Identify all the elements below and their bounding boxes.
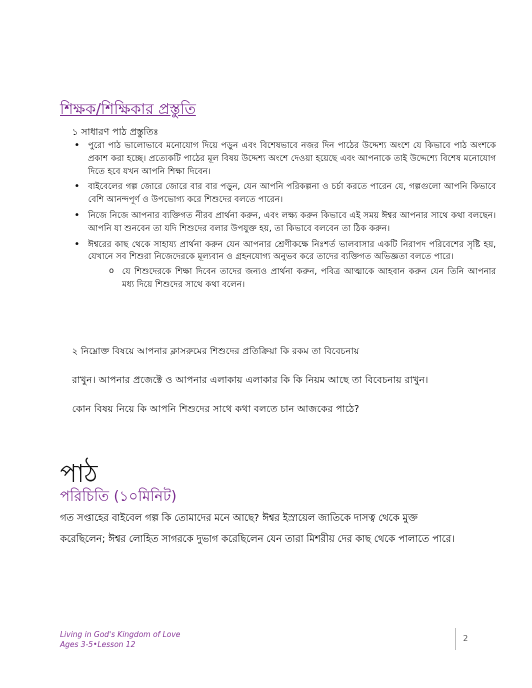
sub-list xyxy=(108,266,496,292)
intro-text xyxy=(60,508,480,550)
sub-list-item: o যে শিশুদেরকে শিক্ষা দিবেন তাদের জন্যও প্রার্থনা করুন, পবিত্র আত্মাকে আহবান করুন যেন তিনি আপনার মধ্য দিয়ে শিশুদের সাথে কথা বলেন। xyxy=(122,266,496,292)
list-item: • পুরো পাঠ ভালোভাবে মনোযোগ দিয়ে পড়ুন এবং বিশেষভাবে নজর দিন পাঠের উদ্দেশ্য অংশে যে কিভাবে পাঠ অংশকে প্রকাশ করা হচ্ছে। প্রত্যেকটি পাঠের মূল বিষয় উদ্দেশ্য অংশে দেওয়া হয়েছে এবং আপনাকে তাই উদ্দেশ্যে বিশেষ মনোযোগ দিতে হবে যখন আপনি শিক্ষা দিবেন। xyxy=(88,140,496,178)
footer-title: Living in God's Kingdom of Love xyxy=(60,630,181,639)
intro-line: করেছিলেন; ঈশ্বর লোহিত সাগরকে দুভাগ করেছিলেন যেন তারা মিশরীয় দের কাছ থেকে পালাতে পারে। xyxy=(60,534,455,545)
list-item xyxy=(88,239,496,292)
paragraph-consider: ২ নিম্নোক্ত বিষয়ে আপনার ক্লাসরুমের শিশুদের প্রতিক্রিয়া কি রকম তা বিবেচনায় xyxy=(72,346,360,357)
page-number: 2 xyxy=(463,634,469,643)
list-item: • বাইবেলের গল্প জোরে জোরে বার বার পড়ুন, যেন আপনি পরিকল্পনা ও চর্চা করতে পারেন যে, গল্পগুলো আপনি কিভাবে বেশি আনন্দপূর্ণ ও উপভোগ্য করে শিশুদের বলতে পারেন। xyxy=(88,181,496,207)
list-item-text: ঈশ্বরের কাছ থেকে সাহায্য প্রার্থনা করুন যেন আপনার শ্রেণীকক্ষে নিঃশর্ত ভালবাসার একটি নিরাপদ পরিবেশের সৃষ্টি হয়, যেখানে সব শিশুরা নিজেদেরকে মূল্যবান ও গ্রহনযোগ্য অনুভব করে তাদের ব্যক্তিগত অভিজ্ঞতা বলতে পারে। xyxy=(88,239,496,263)
paragraph-question: কোন বিষয় নিয়ে কি আপনি শিশুদের সাথে কথা বলতে চান আজকের পাঠে? xyxy=(72,404,360,415)
section-title: শিক্ষক/শিক্ষিকার প্রস্তুতি xyxy=(60,100,196,118)
footer-text xyxy=(60,630,180,650)
paragraph-rules: রাখুন। আপনার প্রজেক্টে ও আপনার এলাকায় এলাকার কি কি নিয়ম আছে তা বিবেচনায় রাখুন। xyxy=(72,375,429,386)
intro-line: গত সপ্তাহের বাইবেল গল্প কি তোমাদের মনে আছে? ঈশ্বর ইস্রায়েল জাতিকে দাসত্ব থেকে মুক্ত xyxy=(60,513,418,524)
sub-heading: ১ সাধারণ পাঠ প্রস্তুতিঃ xyxy=(72,127,159,138)
intro-heading: পরিচিতি (১০মিনিট) xyxy=(60,489,177,505)
lesson-heading: পাঠ xyxy=(60,459,98,488)
footer-subtitle: Ages 3-5•Lesson 12 xyxy=(60,640,136,649)
footer-divider xyxy=(455,628,456,650)
preparation-list xyxy=(66,140,496,295)
list-item: • নিজে নিজে আপনার ব্যক্তিগত নীরব প্রার্থনা করুন, এবং লক্ষ্য করুন কিভাবে এই সময় ঈশ্বর আপনার সাথে কথা বলছেন। আপনি যা শুনবেন তা যদি শিশুদের বলার উপযুক্ত হয়, তা কিভাবে বলবেন তা ঠিক করুন। xyxy=(88,210,496,236)
